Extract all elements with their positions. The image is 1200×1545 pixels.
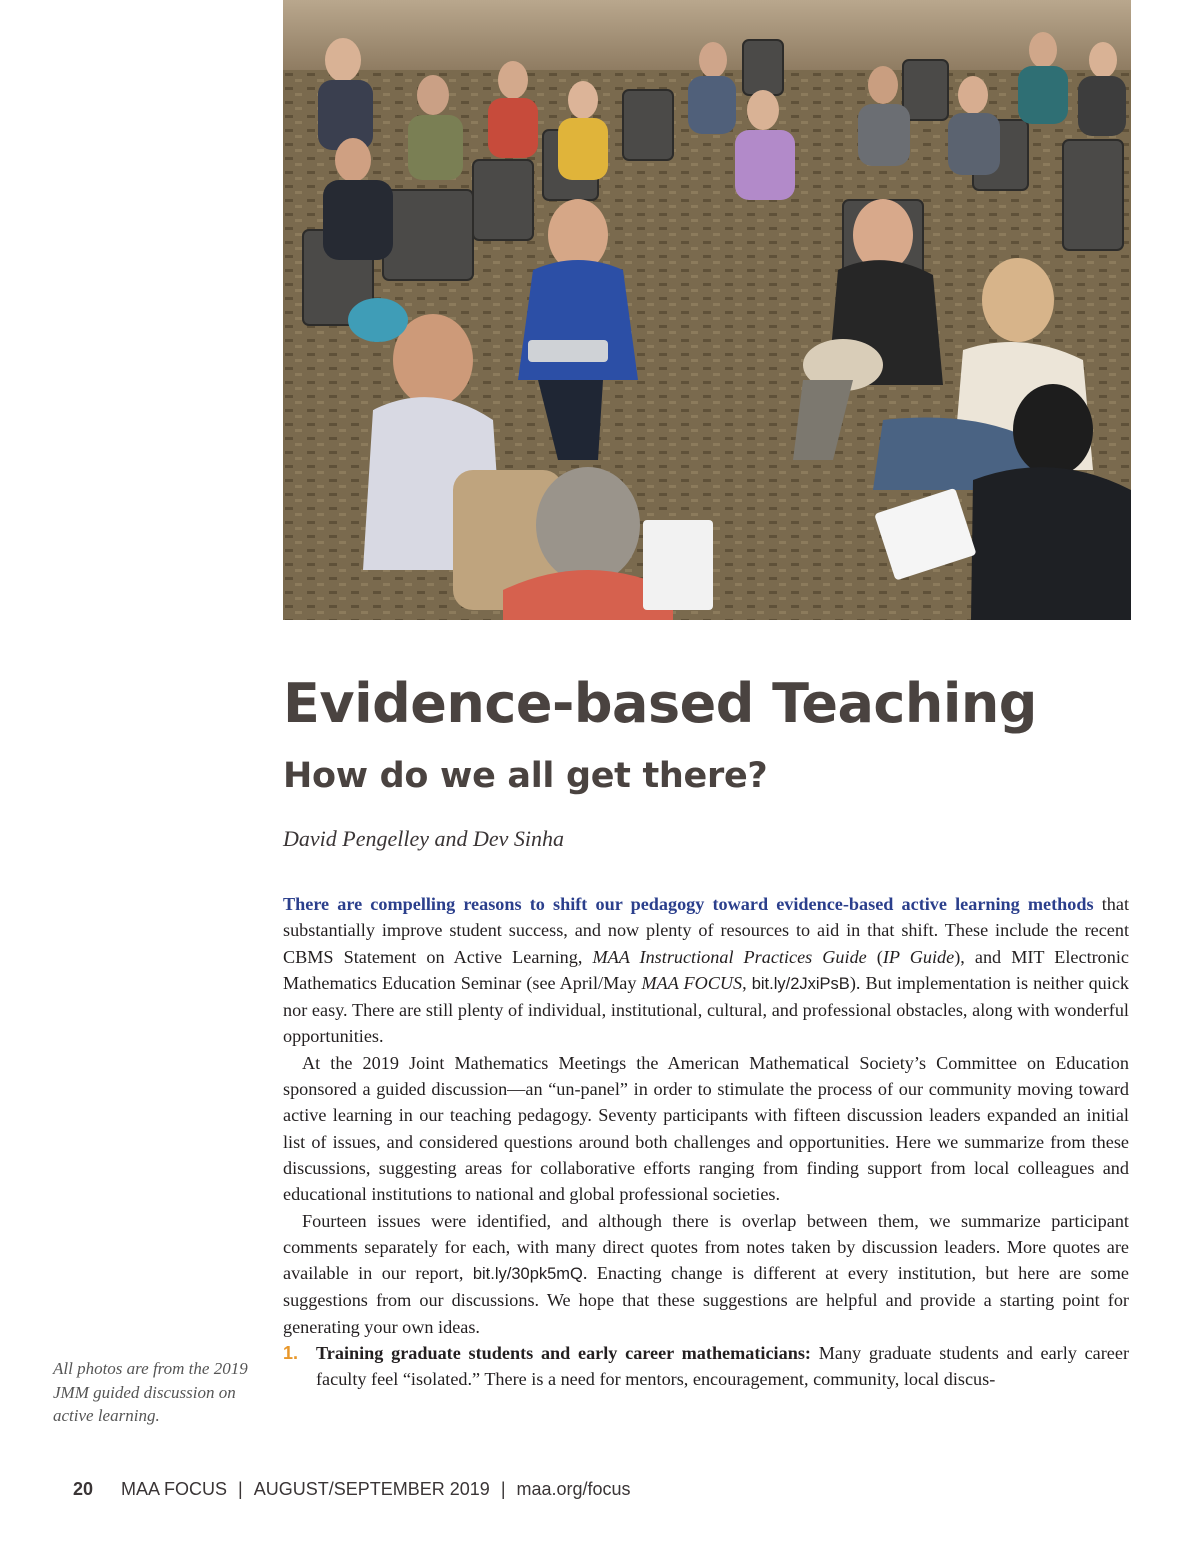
footer-separator: |: [238, 1479, 243, 1499]
text-run: Fourteen issues were identified, and although there is overlap between them, we summarize participant comments separately for each, with many direct quotes from notes taken by discussion leaders. More quotes are available in our report,: [283, 1210, 1129, 1284]
paragraph-intro: [283, 891, 1129, 1050]
article-body: [283, 891, 1129, 1393]
text-run: that substantially improve student success, and now plenty of resources to aid in that shift. These include the recent CBMS Statement on Active Learning,: [283, 894, 1129, 967]
article-photo: [283, 0, 1131, 620]
lead-sentence: There are compelling reasons to shift our pedagogy toward evidence-based active learning methods: [283, 894, 1094, 914]
article-title: Evidence-based Teaching: [283, 672, 1037, 735]
page-number: 20: [73, 1479, 94, 1499]
ip-guide-short: IP Guide: [882, 946, 955, 967]
text-run: . Enacting change is different at every institution, but here are some suggestions from our discussions. We hope that these suggestions are helpful and provide a starting point for generating your own ideas.: [283, 1263, 1129, 1337]
paragraph-jmm: At the 2019 Joint Mathematics Meetings the American Mathematical Society’s Committee on Education sponsored a guided discussion—an “un-panel” in order to stimulate the process of our community moving toward active learning in our teaching pedagogy. Seventy participants with fifteen discussion leaders expanded an initial list of issues, and considered questions around both challenges and opportunities. Here we summarize from these discussions, suggesting areas for collaborative efforts ranging from finding support from local colleagues and educational institutions to national and global professional societies.: [283, 1052, 1129, 1205]
maa-focus-title: MAA FOCUS: [641, 972, 743, 993]
text-run: ), and MIT Electronic Mathematics Education Seminar (see April/May: [283, 946, 1129, 993]
ip-guide-title: MAA Instructional Practices Guide: [592, 946, 867, 967]
link-url-report[interactable]: bit.ly/30pk5mQ: [472, 1265, 583, 1284]
list-heading: Training graduate students and early career mathematicians:: [316, 1343, 811, 1364]
magazine-name: MAA FOCUS: [121, 1479, 228, 1499]
text-run: (: [866, 946, 883, 967]
list-item: [283, 1340, 1129, 1393]
text-run: ,: [742, 972, 752, 993]
text-run: Many graduate students and early career faculty feel “isolated.” There is a need for mentors, encouragement, community, local discus-: [316, 1343, 1129, 1390]
link-url-cbms[interactable]: bit.ly/2JxiPsB: [751, 974, 850, 993]
article-authors: David Pengelley and Dev Sinha: [283, 826, 565, 851]
page-footer: [73, 1479, 631, 1500]
paragraph-issues: [283, 1208, 1129, 1340]
text-run: ). But implementation is neither quick nor easy. There are still plenty of individual, institutional, cultural, and professional obstacles, along with wonderful opportunities.: [283, 972, 1129, 1047]
footer-separator: |: [500, 1479, 506, 1499]
photo-caption: All photos are from the 2019 JMM guided discussion on active learning.: [53, 1359, 248, 1425]
site-link[interactable]: maa.org/focus: [516, 1479, 631, 1499]
list-number: 1.: [283, 1343, 299, 1364]
article-subtitle: How do we all get there?: [283, 756, 768, 796]
issue-date: AUGUST/SEPTEMBER 2019: [253, 1479, 490, 1499]
